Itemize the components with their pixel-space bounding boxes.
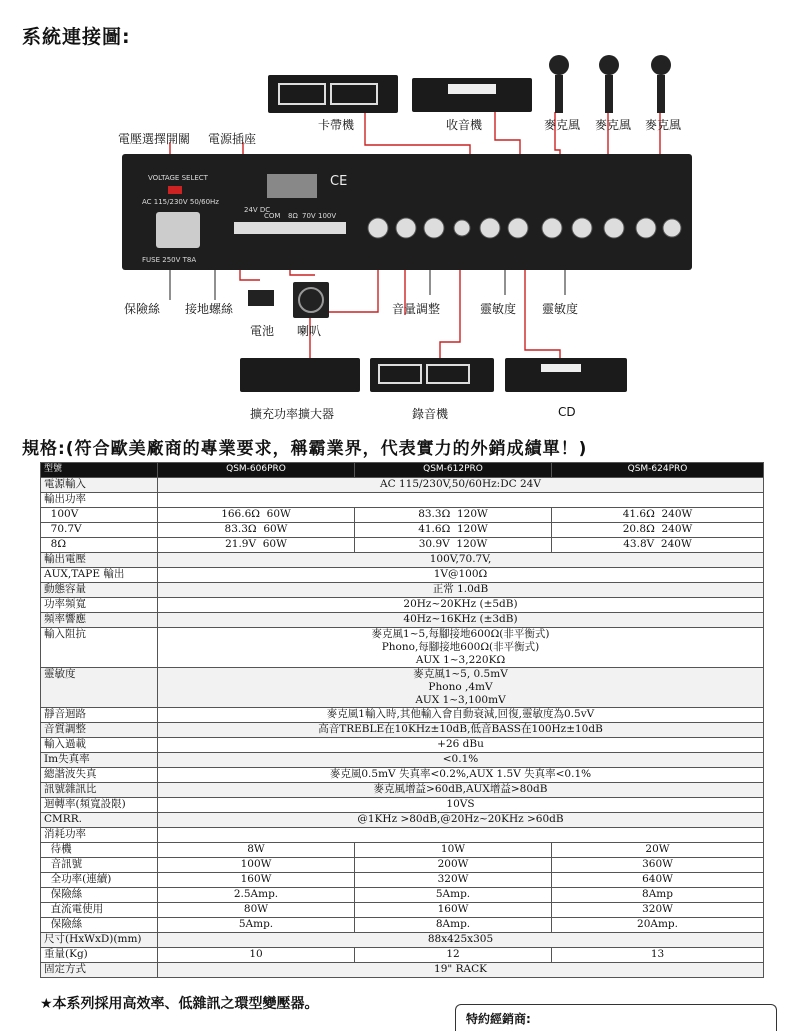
row-value: 麥克風0.5mV 失真率<0.2%,AUX 1.5V 失真率<0.1% [158, 768, 764, 783]
cassette-window-icon [330, 83, 378, 105]
watt-value: 120W [456, 538, 488, 550]
row-key: 音訊號 [41, 858, 158, 873]
table-row [41, 768, 764, 783]
row-value: 8W [158, 843, 355, 858]
cd-label: CD [558, 405, 576, 419]
tape-deck-device [268, 75, 398, 113]
row-value: 320W [552, 903, 764, 918]
row-value: 20Hz~20KHz (±5dB) [158, 598, 764, 613]
row-value: 640W [552, 873, 764, 888]
table-row [41, 798, 764, 813]
impedance-value: 83.3Ω [224, 523, 257, 535]
row-value: 20W [552, 843, 764, 858]
row-key: Im失真率 [41, 753, 158, 768]
row-value: 8Amp [552, 888, 764, 903]
watt-value: 60W [266, 508, 291, 520]
row-key: 100V [41, 508, 158, 523]
dealer-label: 特約經銷商: [466, 1012, 531, 1026]
row-value: 88x425x305 [158, 933, 764, 948]
jacks-drawing [362, 198, 682, 254]
table-row [41, 858, 764, 873]
table-row [41, 493, 764, 508]
impedance-value: 20.8Ω [622, 523, 655, 535]
recorder-device [370, 358, 494, 392]
mic2-label: 麥克風 [595, 118, 632, 132]
ground-screw-label: 接地螺絲 [185, 302, 234, 316]
row-key: 靜音迴路 [41, 708, 158, 723]
voltage-switch-icon [168, 186, 182, 194]
row-value: 10 [158, 948, 355, 963]
cassette-window-icon [426, 364, 470, 384]
row-key: 動態容量 [41, 583, 158, 598]
table-row [41, 523, 764, 538]
row-key: AUX,TAPE 輸出 [41, 568, 158, 583]
header-model: 型號 [41, 463, 158, 478]
row-value: 160W [355, 903, 552, 918]
row-value: Phono,每腳接地600Ω(非平衡式) [381, 641, 540, 653]
input-jacks-icon [362, 198, 682, 254]
voltage-value: 30.9V [418, 538, 450, 550]
com-text: COM [264, 212, 281, 220]
booster-label: 擴充功率擴大器 [250, 407, 335, 421]
tuner-device [412, 78, 532, 112]
row-key: 輸入阻抗 [41, 628, 158, 668]
ac-input-text: AC 115/230V 50/60Hz [142, 198, 219, 206]
row-value: Phono ,4mV [428, 681, 493, 693]
recorder-label: 錄音機 [412, 407, 449, 421]
row-key: 70.7V [41, 523, 158, 538]
voltage-value: 43.8V [623, 538, 655, 550]
row-value: 13 [552, 948, 764, 963]
watt-value: 120W [456, 508, 488, 520]
table-row [41, 828, 764, 843]
row-value: 麥克風1~5,每腳接地600Ω(非平衡式) [371, 628, 550, 640]
row-value: 麥克風增益>60dB,AUX增益>80dB [158, 783, 764, 798]
watt-value: 240W [660, 538, 692, 550]
row-value: 20Amp. [552, 918, 764, 933]
cassette-window-icon [378, 364, 422, 384]
row-key: 直流電使用 [41, 903, 158, 918]
row-value: <0.1% [158, 753, 764, 768]
header-m1: QSM-606PRO [158, 463, 355, 478]
row-key: 訊號雜訊比 [41, 783, 158, 798]
row-value: 40Hz~16KHz (±3dB) [158, 613, 764, 628]
fuse-label: 保險絲 [124, 302, 161, 316]
spec-title: 規格:(符合歐美廠商的專業要求，稱霸業界，代表實力的外銷成績單！) [22, 439, 588, 459]
table-row [41, 723, 764, 738]
row-key: 頻率響應 [41, 613, 158, 628]
row-value: 320W [355, 873, 552, 888]
row-value: 360W [552, 858, 764, 873]
voltage-value: 21.9V [225, 538, 257, 550]
row-key: 靈敏度 [41, 668, 158, 708]
row-value: +26 dBu [158, 738, 764, 753]
header-m2: QSM-612PRO [355, 463, 552, 478]
row-key: 消耗功率 [41, 828, 158, 843]
row-key: 保險絲 [41, 888, 158, 903]
row-value: 8Amp. [355, 918, 552, 933]
microphone-icon [548, 55, 570, 115]
row-key: 重量(Kg) [41, 948, 158, 963]
row-key: 電源輸入 [41, 478, 158, 493]
table-row [41, 918, 764, 933]
terminal-strip-icon [234, 222, 346, 234]
tuner-display-icon [448, 84, 496, 94]
dealer-box [455, 1004, 777, 1031]
mic3-label: 麥克風 [645, 118, 682, 132]
table-row [41, 888, 764, 903]
cd-player-device [505, 358, 627, 392]
microphone-icon [650, 55, 672, 115]
row-value: 160W [158, 873, 355, 888]
table-row [41, 903, 764, 918]
row-value: 100W [158, 858, 355, 873]
row-key: 固定方式 [41, 963, 158, 978]
table-row [41, 738, 764, 753]
tuner-label: 收音機 [446, 118, 483, 132]
row-key: 8Ω [41, 538, 158, 553]
row-value: 19" RACK [158, 963, 764, 978]
row-key: 尺寸(HxWxD)(mm) [41, 933, 158, 948]
table-row [41, 963, 764, 978]
table-row [41, 583, 764, 598]
row-value: 100V,70.7V, [158, 553, 764, 568]
voltage-select-text: VOLTAGE SELECT [148, 174, 208, 182]
row-value: AUX 1~3,100mV [415, 694, 506, 706]
ce-mark: CE [330, 174, 348, 189]
watt-value: 240W [661, 508, 693, 520]
cd-display-icon [541, 364, 581, 372]
fuse-rating-text: FUSE 250V T8A [142, 256, 197, 264]
watt-value: 60W [263, 523, 288, 535]
row-value: 麥克風1~5, 0.5mV [413, 668, 508, 680]
battery-label: 電池 [250, 324, 275, 338]
dc-input-text: 24V DC [244, 206, 271, 214]
row-key: 輸入過載 [41, 738, 158, 753]
table-row [41, 708, 764, 723]
row-key: 保險絲 [41, 918, 158, 933]
ohm-text: 8Ω [288, 212, 298, 220]
impedance-value: 166.6Ω [221, 508, 260, 520]
row-value: 正常 1.0dB [158, 583, 764, 598]
table-row [41, 948, 764, 963]
impedance-value: 41.6Ω [418, 523, 451, 535]
impedance-value: 41.6Ω [622, 508, 655, 520]
v70-text: 70V [302, 212, 316, 220]
footer-note: ★本系列採用高效率、低雜訊之環型變壓器。 [40, 996, 319, 1012]
watt-value: 120W [456, 523, 488, 535]
speaker-icon [293, 282, 329, 318]
row-key: 功率頻寬 [41, 598, 158, 613]
row-key: 輸出電壓 [41, 553, 158, 568]
row-value: 5Amp. [355, 888, 552, 903]
row-key: 待機 [41, 843, 158, 858]
microphone-icon [598, 55, 620, 115]
cassette-window-icon [278, 83, 326, 105]
table-row [41, 568, 764, 583]
system-diagram-title: 系統連接圖: [22, 26, 131, 48]
table-row [41, 478, 764, 493]
mic1-label: 麥克風 [544, 118, 581, 132]
battery-icon [248, 290, 274, 306]
row-key: 音質調整 [41, 723, 158, 738]
table-row [41, 613, 764, 628]
v100-text: 100V [318, 212, 337, 220]
voltage-switch-label: 電壓選擇開關 [118, 132, 191, 146]
table-row [41, 628, 764, 668]
table-row [41, 753, 764, 768]
table-row [41, 873, 764, 888]
row-key: 迴轉率(頻寬設限) [41, 798, 158, 813]
row-value: 5Amp. [158, 918, 355, 933]
row-value: 10VS [158, 798, 764, 813]
tape-deck-label: 卡帶機 [318, 118, 355, 132]
row-value: @1KHz >80dB,@20Hz~20KHz >60dB [158, 813, 764, 828]
row-value: 2.5Amp. [158, 888, 355, 903]
row-value: 高音TREBLE在10KHz±10dB,低音BASS在100Hz±10dB [158, 723, 764, 738]
row-value: AC 115/230V,50/60Hz:DC 24V [158, 478, 764, 493]
booster-amp-device [240, 358, 360, 392]
table-header-row [41, 463, 764, 478]
table-row [41, 508, 764, 523]
header-m3: QSM-624PRO [552, 463, 764, 478]
table-row [41, 813, 764, 828]
table-row [41, 933, 764, 948]
row-value: 1V@100Ω [158, 568, 764, 583]
row-key: CMRR. [41, 813, 158, 828]
row-key: 總諧波失真 [41, 768, 158, 783]
warning-label-icon [267, 174, 317, 198]
table-row [41, 598, 764, 613]
impedance-value: 83.3Ω [418, 508, 451, 520]
table-row [41, 538, 764, 553]
speaker-label: 喇叭 [297, 324, 322, 338]
table-row [41, 553, 764, 568]
row-value: AUX 1~3,220KΩ [415, 654, 506, 666]
row-key: 輸出功率 [41, 493, 158, 508]
table-row [41, 668, 764, 708]
row-value: 麥克風1輸入時,其他輸入會自動衰減,回復,靈敏度為0.5vV [158, 708, 764, 723]
row-key: 全功率(連續) [41, 873, 158, 888]
row-value: 10W [355, 843, 552, 858]
power-socket-label: 電源插座 [208, 132, 257, 146]
sensitivity2-label: 靈敏度 [542, 302, 579, 316]
row-value: 12 [355, 948, 552, 963]
power-socket-icon [156, 212, 200, 248]
connection-diagram [0, 50, 800, 430]
volume-label: 音量調整 [392, 302, 441, 316]
table-row [41, 843, 764, 858]
row-value: 200W [355, 858, 552, 873]
spec-table [40, 462, 764, 978]
watt-value: 240W [661, 523, 693, 535]
table-row [41, 783, 764, 798]
row-value: 80W [158, 903, 355, 918]
watt-value: 60W [262, 538, 287, 550]
sensitivity1-label: 靈敏度 [480, 302, 517, 316]
amplifier-rear-panel [122, 154, 692, 270]
